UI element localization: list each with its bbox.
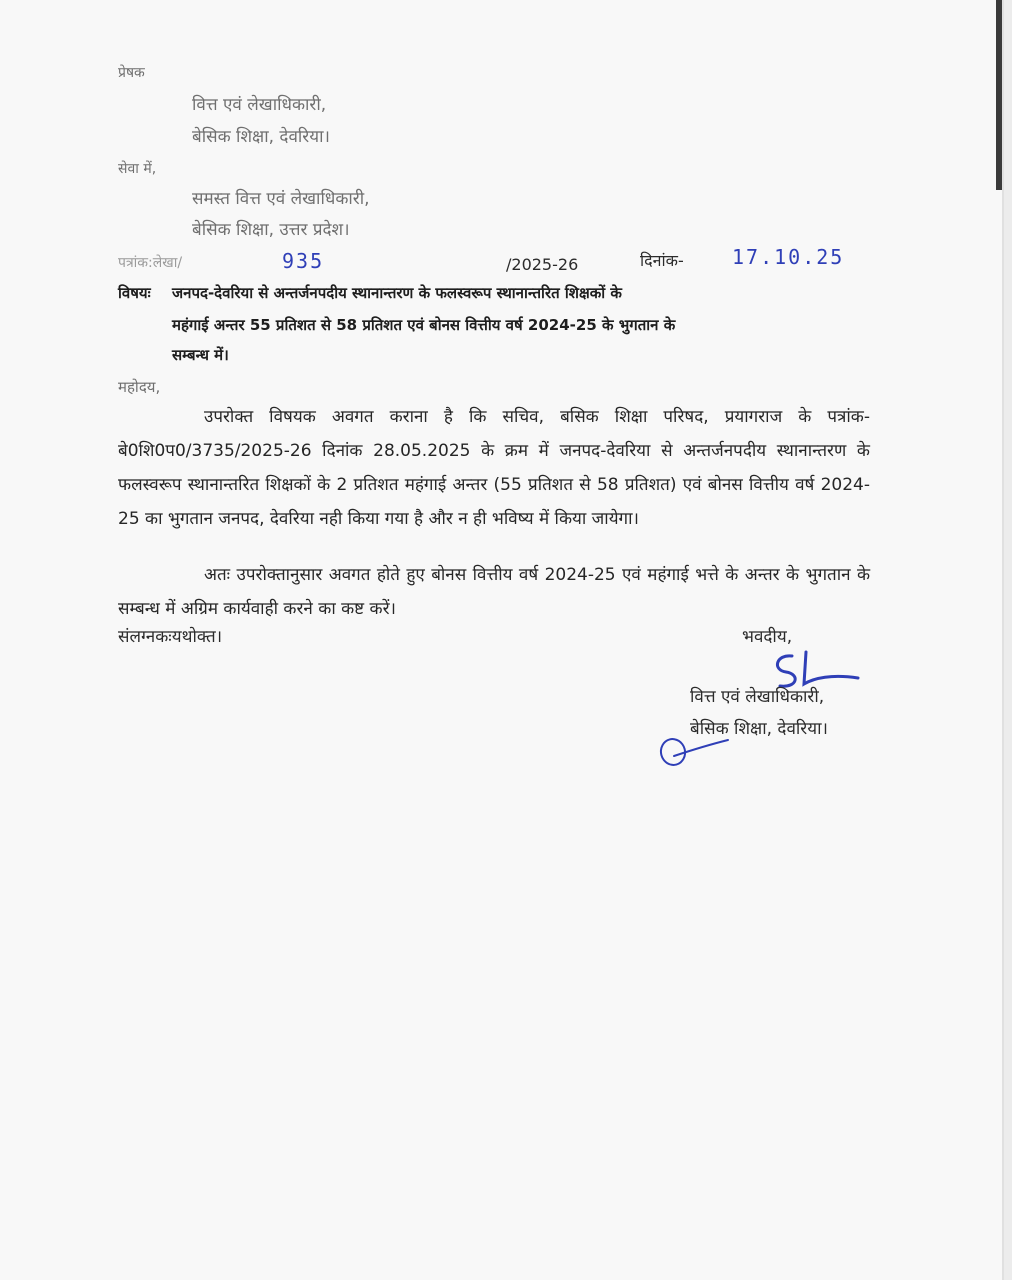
enclosure-note: संलग्नकःयथोक्त। — [118, 627, 223, 647]
subject-line-3: सम्बन्ध में। — [172, 346, 229, 364]
sender-line-2: बेसिक शिक्षा, देवरिया। — [192, 127, 330, 147]
recipient-label: सेवा में, — [118, 161, 157, 177]
subject-label: विषयः — [118, 284, 151, 302]
closing-yours: भवदीय, — [742, 627, 793, 647]
reference-date-label: दिनांक- — [640, 251, 684, 270]
ink-initial-tail — [672, 736, 732, 760]
sender-label: प्रेषक — [118, 65, 145, 81]
body-paragraph-2: अतः उपरोक्तानुसार अवगत होते हुए बोनस वित्तीय वर्ष 2024-25 एवं महंगाई भत्ते के अन्तर के भुगतान के सम्बन्ध में अग्रिम कार्यवाही करने का कष्ट करें। — [118, 565, 870, 619]
subject-line-1: जनपद-देवरिया से अन्तर्जनपदीय स्थानान्तरण के फलस्वरूप स्थानान्तरित शिक्षकों के — [172, 284, 622, 302]
reference-year: /2025-26 — [506, 255, 579, 274]
sender-line-1: वित्त एवं लेखाधिकारी, — [192, 95, 327, 115]
reference-label: पत्रांक:लेखा/ — [118, 255, 183, 271]
handwritten-signature — [762, 648, 872, 690]
body-paragraph-1: उपरोक्त विषयक अवगत कराना है कि सचिव, बसिक शिक्षा परिषद, प्रयागराज के पत्रांक-बे0शि0प0/3735/2025-26 दिनांक 28.05.2025 के क्रम में जनपद-देवरिया से अन्तर्जनपदीय स्थानान्तरण के फलस्वरूप स्थानान्तरित शिक्षकों के 2 प्रतिशत महंगाई अन्तर (55 प्रतिशत से 58 प्रतिशत) एवं बोनस वित्तीय वर्ष 2024-25 का भुगतान जनपद, देवरिया नही किया गया है और न ही भविष्य में किया जायेगा। — [118, 407, 870, 529]
reference-date: 17.10.25 — [732, 245, 845, 269]
salutation: महोदय, — [118, 378, 161, 396]
signatory-line-2: बेसिक शिक्षा, देवरिया। — [690, 719, 828, 739]
subject-line-2: महंगाई अन्तर 55 प्रतिशत से 58 प्रतिशत एवं बोनस वित्तीय वर्ष 2024-25 के भुगतान के — [172, 316, 676, 334]
recipient-line-2: बेसिक शिक्षा, उत्तर प्रदेश। — [192, 220, 350, 240]
page-edge-bar — [996, 0, 1002, 190]
recipient-line-1: समस्त वित्त एवं लेखाधिकारी, — [192, 189, 370, 209]
signatory-line-1: वित्त एवं लेखाधिकारी, — [690, 687, 825, 707]
reference-number: 935 — [282, 249, 325, 273]
